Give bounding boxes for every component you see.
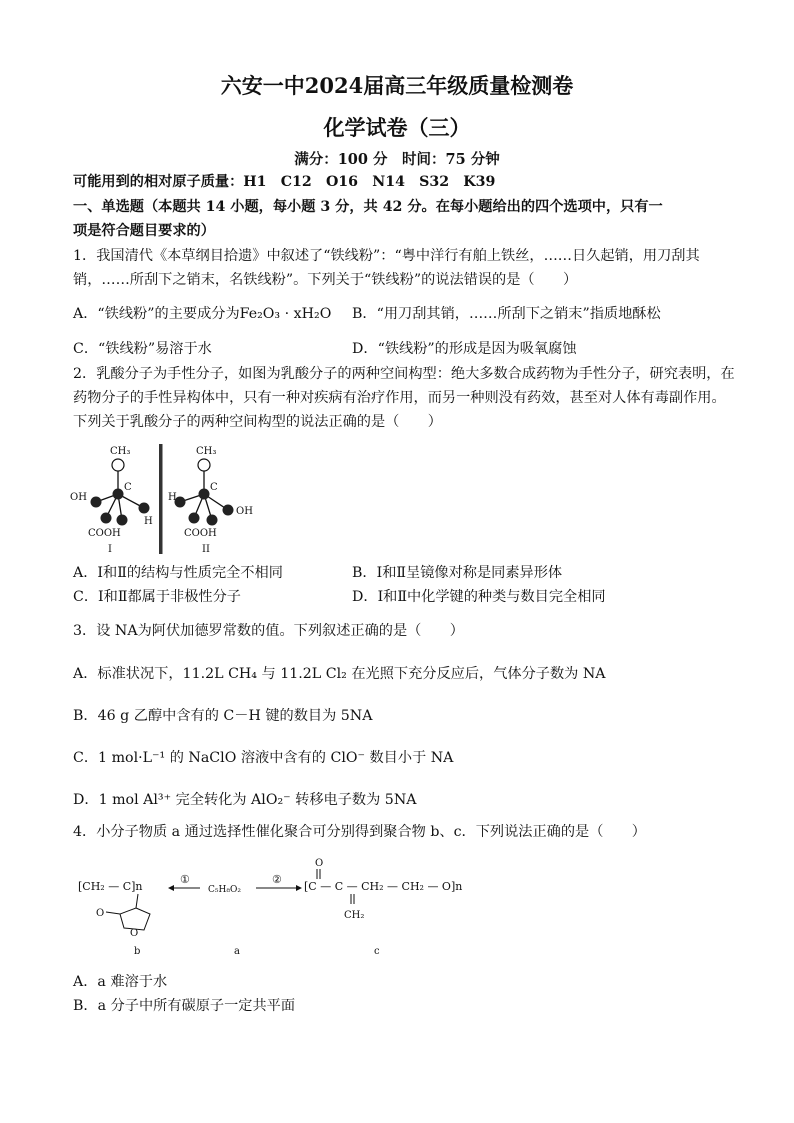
exam-meta: 满分：100 分 时间：75 分钟 [294,151,500,168]
q3-option-b: B．46 g 乙醇中含有的 C－H 键的数目为 5NA [73,708,373,724]
mol1-bottom-left-atom [101,513,112,524]
arrow2-head [296,885,302,891]
mol2-cooh-label: COOH [184,528,217,539]
arrow1-head [168,885,174,891]
mol1-ch3-label: CH₃ [110,446,131,457]
q2-stem-cont2: 下列关于乳酸分子的两种空间构型的说法正确的是（ ） [73,414,442,430]
mol2-label: II [202,544,210,555]
polymer-c-label: c [374,946,380,957]
q1-stem-cont: 销，……所刮下之销末，名铁线粉”。下列关于“铁线粉”的说法错误的是（ ） [73,272,578,288]
q1-option-d: D．“铁线粉”的形成是因为吸氧腐蚀 [352,341,577,357]
section-heading-cont: 项是符合题目要求的） [73,223,215,239]
molecule-a-label: a [234,946,240,957]
mol2-center-atom [199,489,210,500]
carbonyl-oxygen-label: O [315,858,324,869]
q4-option-a: A．a 难溶于水 [73,974,168,990]
q1-stem: 1．我国清代《本草纲目拾遗》中叙述了“铁线粉”：“粤中洋行有舶上铁丝，……日久起销，用刀刮其 [73,248,700,264]
mol1-label: I [108,544,112,555]
mol2-c-label: C [210,482,218,493]
mol1-oh-label: OH [70,492,87,503]
q4-stem: 4．小分子物质 a 通过选择性催化聚合可分别得到聚合物 b、c．下列说法正确的是（ ） [73,824,646,840]
q2-stem-cont: 药物分子的手性异构体中，只有一种对疾病有治疗作用，而另一种则没有药效，甚至对人体有毒副作用。 [73,390,726,406]
mol2-ch3-label: CH₃ [196,446,217,457]
q3-stem: 3．设 NA为阿伏加德罗常数的值。下列叙述正确的是（ ） [73,623,464,639]
mol2-oh-label: OH [236,506,253,517]
mirror-plane [159,444,163,554]
mol2-h-label: H [168,492,177,503]
arrow2-label: ② [272,873,282,886]
mol1-left-atom [91,497,102,508]
polymer-scheme-figure [72,852,492,958]
q1-option-a-formula: Fe₂O₃ · xH₂O [239,306,332,322]
mol1-cooh-label: COOH [88,528,121,539]
mol1-top-atom [112,459,124,471]
mol1-bottom-right-atom [117,515,128,526]
q3-option-a: A．标准状况下，11.2L CH₄ 与 11.2L Cl₂ 在光照下充分反应后，气体分子数为 NA [73,666,606,682]
lactic-acid-figure [66,440,266,558]
page-title: 六安一中2024届高三年级质量检测卷 [220,73,574,98]
methylene-label: CH₂ [344,910,365,921]
mol1-center-atom [113,489,124,500]
page-subtitle: 化学试卷（三） [323,115,471,140]
mol1-c-label: C [124,482,132,493]
mol2-right-atom [223,505,234,516]
left-chain-formula: [CH₂ — C]n [78,880,143,893]
q3-option-d: D．1 mol Al³⁺ 完全转化为 AlO₂⁻ 转移电子数为 5NA [73,792,417,808]
atomic-mass-line: 可能用到的相对原子质量：H1 C12 O16 N14 S32 K39 [73,174,496,190]
mol1-h-label: H [144,516,153,527]
mol2-bottom-left-atom [189,513,200,524]
q1-option-c: C．“铁线粉”易溶于水 [73,341,212,357]
q4-option-b: B．a 分子中所有碳原子一定共平面 [73,998,296,1014]
q2-stem: 2．乳酸分子为手性分子，如图为乳酸分子的两种空间构型：绝大多数合成药物为手性分子，研究表明，在 [73,366,735,382]
q2-option-c: C．Ⅰ和Ⅱ都属于非极性分子 [73,589,241,605]
ring-carbonyl-label: O [96,908,105,919]
q1-option-b: B．“用刀刮其销，……所刮下之销末”指质地酥松 [352,306,661,322]
lactone-ring [120,908,150,930]
section-heading: 一、单选题（本题共 14 小题，每小题 3 分，共 42 分。在每小题给出的四个选项中，只有一 [73,199,663,215]
right-chain-formula: [C — C — CH₂ — CH₂ — O]n [304,880,463,893]
q1-option-a [73,302,331,326]
mol1-right-atom [139,503,150,514]
mol2-top-atom [198,459,210,471]
arrow1-label: ① [180,873,190,886]
polymer-b-label: b [134,946,141,957]
q1-option-a-text: A．“铁线粉”的主要成分为 [73,306,240,322]
molecule-a-formula: C₅H₈O₂ [208,885,241,895]
mol2-bottom-right-atom [207,515,218,526]
q2-option-b: B．Ⅰ和Ⅱ呈镜像对称是同素异形体 [352,565,563,581]
ring-oxygen-label: O [130,928,139,939]
q2-option-d: D．Ⅰ和Ⅱ中化学键的种类与数目完全相同 [352,589,606,605]
q2-option-a: A．Ⅰ和Ⅱ的结构与性质完全不相同 [73,565,283,581]
q3-option-c: C．1 mol·L⁻¹ 的 NaClO 溶液中含有的 ClO⁻ 数目小于 NA [73,750,454,766]
